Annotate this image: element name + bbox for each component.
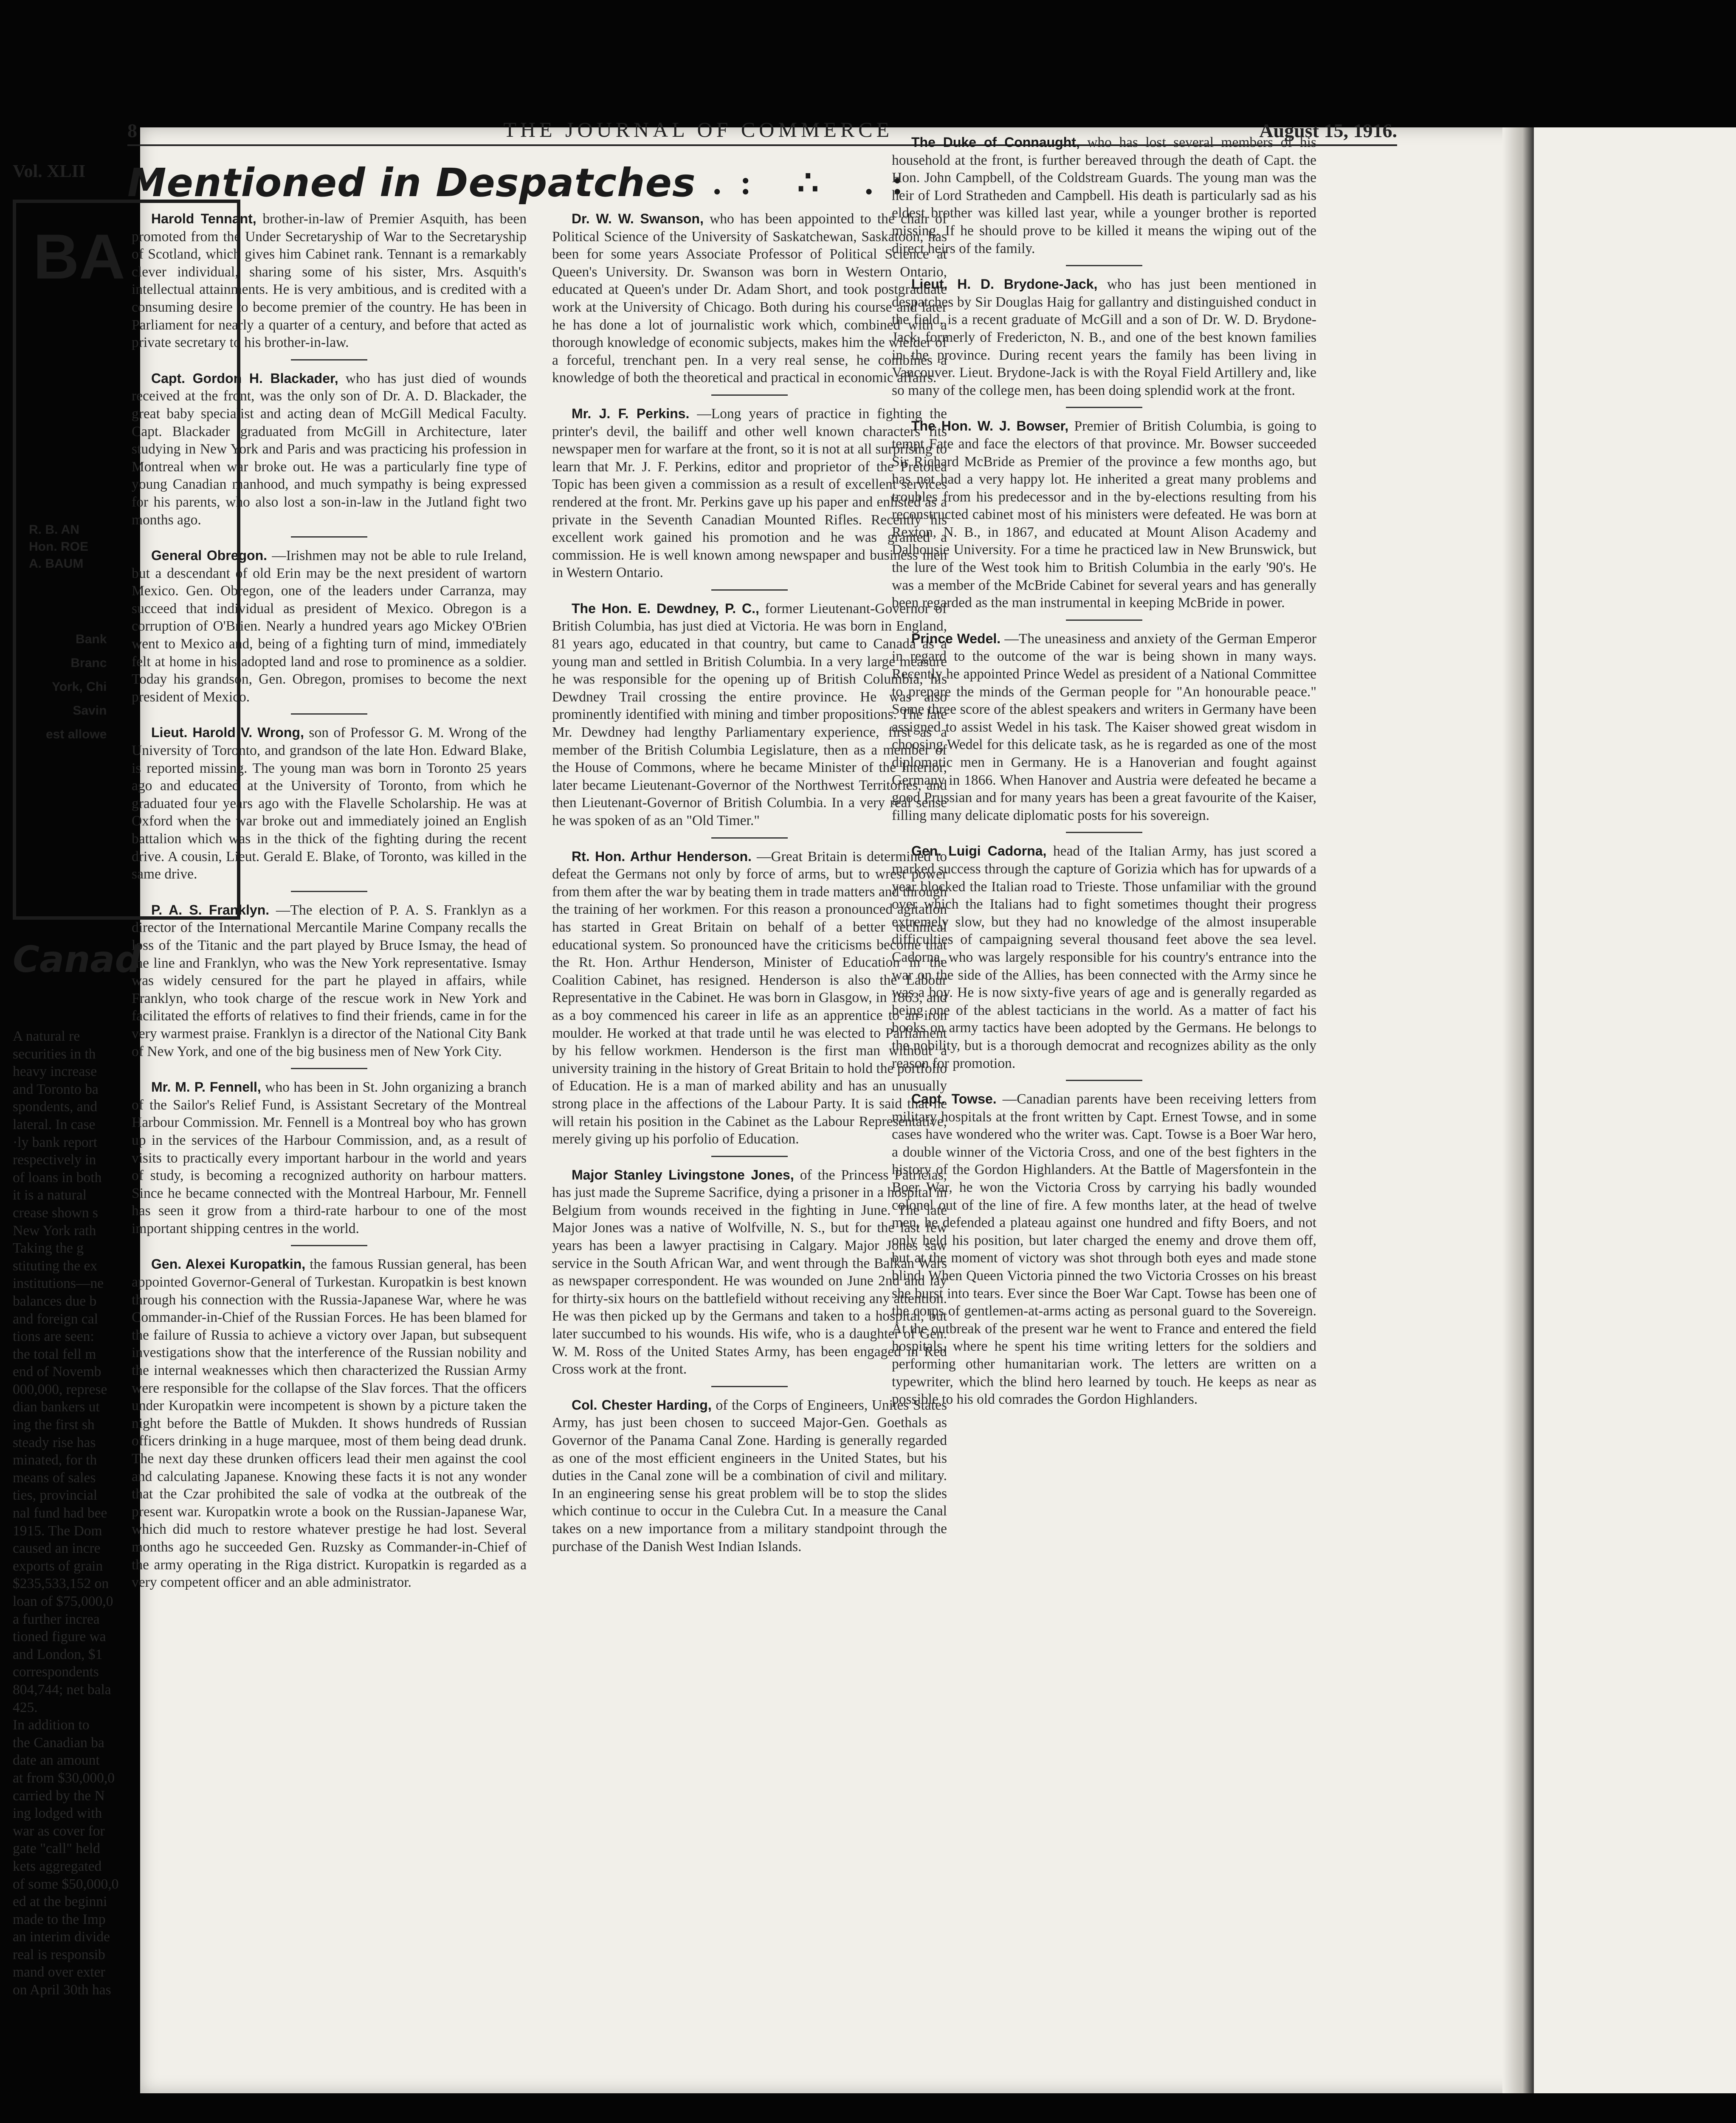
article — [892, 417, 1316, 612]
facing-ad-line: Savin — [73, 704, 107, 718]
facing-text-line: end of Novemb — [13, 1364, 101, 1380]
facing-text-line: an interim divide — [13, 1929, 110, 1945]
facing-text-line: A natural re — [13, 1028, 80, 1044]
article-divider — [291, 1068, 367, 1069]
column-2 — [552, 210, 947, 1555]
article-divider — [1066, 265, 1142, 266]
section-masthead — [127, 153, 972, 212]
facing-ad-name: Hon. ROE — [29, 540, 88, 554]
facing-text-line: steady rise has — [13, 1434, 96, 1450]
facing-text-line: ties, provincial — [13, 1487, 98, 1504]
article-body: of the Corps of Engineers, Unites States Army, has just been chosen to succeed Major-Gen. Goethals as Governor of the Panama Canal Zone. Harding is generally regarded as one of the most efficient engineers in the United States, but his duties in the Canal zone will be a combination of civil and military. In an engineering sense his great problem will be to stop the slides which continue to occur in the Culebra Cut. In a measure the Canal takes on a new importance from a military standpoint through the purchase of the Danish West Indian Islands. — [552, 1397, 947, 1554]
article — [552, 848, 947, 1148]
facing-text-line: ed at the beginni — [13, 1894, 107, 1910]
article-divider — [1066, 1080, 1142, 1081]
article-subject-name: The Duke of Connaught, — [911, 135, 1080, 150]
facing-text-line: tioned figure wa — [13, 1629, 106, 1645]
article — [892, 842, 1316, 1072]
facing-text-line: kets aggregated — [13, 1858, 102, 1874]
article — [552, 1166, 947, 1378]
article — [892, 276, 1316, 399]
article-divider — [711, 394, 788, 396]
article-divider — [1066, 619, 1142, 621]
article-subject-name: General Obregon. — [151, 548, 268, 563]
article-body: brother-in-law of Premier Asquith, has been promoted from the Under Secretaryship of War to the Secretaryship of Scotland, which gives him Cabinet rank. Tennant is a remarkably clever individual, sharing some of his sister, Mrs. Asquith's intellectual attainments. He is very ambitious, and is credited with a consuming desire to become premier of the country. He has been in Parliament for nearly a quarter of a century, and before that acted as private secretary to his brother-in-law. — [132, 211, 527, 351]
article-divider — [291, 713, 367, 715]
article-subject-name: Mr. M. P. Fennell, — [151, 1079, 261, 1095]
facing-text-line: minated, for th — [13, 1452, 97, 1468]
facing-text-line: on April 30th has — [13, 1982, 111, 1998]
facing-text-line: In addition to — [13, 1717, 90, 1733]
article-body: Premier of British Columbia, is going to tempt Fate and face the electors of that province. Mr. Bowser succeeded Sir Richard McBride as Premier of the province a few months ago, but has not had a very happy lot. He inherited a great many problems and troubles from his predecessor and in the by-elections resulting from his reconstructed cabinet most of his ministers were defeated. He was born at Rexton, N. B., in 1867, and educated at Mount Alison Academy and Dalhousie University. For a time he practiced law in New Brunswick, but the lure of the West took him to British Columbia in the early '90's. He was a member of the McBride Cabinet for several years and has generally been regarded as the man instrumental in keeping McBride in power. — [892, 418, 1317, 611]
page-number: 8 — [127, 120, 137, 141]
article-subject-name: Capt. Gordon H. Blackader, — [151, 370, 338, 386]
facing-ad-name: R. B. AN — [29, 523, 79, 537]
article-divider — [711, 837, 788, 839]
article-body: head of the Italian Army, has just scored a marked success through the capture of Gorizia which has for upwards of a year blocked the Italian road to Trieste. Those unfamiliar with the ground over which the Italians had to fight sometimes thought their progress extremely slow, but they had no knowledge of the almost insuperable difficulties of campaigning several thousand feet above the sea level. Cadorna, who was largely responsible for his country's entrance into the war on the side of the Allies, has been connected with the Army since he was a boy. He is now sixty-five years of age and is generally regarded as being one of the ablest tacticians in the world. As a matter of fact his books on army tactics have been adopted by the Germans. He belongs to the nobility, but is a thorough democrat and recognizes ability as the only reason for promotion. — [892, 843, 1317, 1071]
article-divider — [291, 536, 367, 538]
facing-ad-names — [29, 521, 88, 572]
article-subject-name: Lieut. H. D. Brydone-Jack, — [911, 276, 1098, 292]
article-body: who has just been mentioned in despatches by Sir Douglas Haig for gallantry and distinguished conduct in the field, is a recent graduate of McGill and a son of Dr. W. D. Brydone-Jack, formerly of Fredericton, N. B., and one of the best known families in the province. During recent years the family has been living in Vancouver. Lieut. Brydone-Jack is with the Royal Field Artillery and, like so many of the college men, has been doing splendid work at the front. — [892, 276, 1317, 398]
article-divider — [291, 1245, 367, 1246]
facing-text-line: $235,533,152 on — [13, 1576, 109, 1592]
article — [892, 134, 1316, 257]
journal-title: THE JOURNAL OF COMMERCE — [503, 118, 893, 141]
facing-text-line: at from $30,000,0 — [13, 1770, 115, 1786]
facing-text-line: 000,000, represe — [13, 1381, 107, 1397]
facing-section-title: Canad — [13, 938, 141, 981]
article-body: son of Professor G. M. Wrong of the University of Toronto, and grandson of the late Hon. Edward Blake, is reported missing. The young man was born in Toronto 25 years ago and educated at the University of Toronto, from which he graduated four years ago with the Flavelle Scholarship. He was at Oxford when the war broke out and immediately joined an English battalion which was in the thick of the fighting during the recent drive. A cousin, Lieut. Gerald E. Blake, of Toronto, was killed in the same drive. — [132, 725, 527, 882]
facing-text-line: date an amount — [13, 1752, 100, 1768]
article-divider — [1066, 832, 1142, 833]
facing-text-line: a further increa — [13, 1611, 100, 1627]
article-body: —The election of P. A. S. Franklyn as a director of the International Mercantile Marine Company recalls the loss of the Titanic and the part played by Bruce Ismay, the head of the line and Franklyn, who was the New York representative. Ismay was widely censured for the part he played in affairs, while Franklyn, who took charge of the rescue work in New York and facilitated the efforts of relatives to find their friends, came in for the very warmest praise. Franklyn is a director of the National City Bank of New York, and one of the big business men of New York City. — [132, 902, 527, 1059]
facing-text-line: correspondents — [13, 1664, 99, 1680]
facing-text-line: the total fell m — [13, 1346, 96, 1362]
article-subject-name: Capt. Towse. — [911, 1091, 997, 1107]
facing-text-line: 1915. The Dom — [13, 1523, 102, 1539]
facing-text-line: spondents, and — [13, 1099, 98, 1115]
article-subject-name: The Hon. W. J. Bowser, — [911, 418, 1069, 434]
article-subject-name: Major Stanley Livingstone Jones, — [572, 1167, 794, 1183]
facing-text-line: exports of grain — [13, 1558, 103, 1574]
article — [552, 210, 947, 387]
facing-text-line: lateral. In case — [13, 1116, 96, 1132]
facing-text-line: 804,744; net bala — [13, 1681, 111, 1698]
facing-text-line: and foreign cal — [13, 1311, 98, 1327]
article-divider — [291, 891, 367, 892]
facing-text-line: securities in th — [13, 1046, 96, 1062]
facing-ad-name: A. BAUM — [29, 557, 84, 571]
facing-text-line: respectively in — [13, 1152, 96, 1168]
facing-text-line: carried by the N — [13, 1788, 105, 1804]
issue-date: August 15, 1916. — [1259, 120, 1397, 141]
article-body: who has been in St. John organizing a branch of the Sailor's Relief Fund, is Assistant Secretary of the Montreal Harbour Commission. Mr. Fennell is a Montreal boy who has grown up in the services of the Harbour Commission, and, as a result of visits to practically every important harbour in the world and years of study, is becoming a recognized authority on harbour matters. Since he became connected with the Montreal Harbour, Mr. Fennell has seen it grow from a third-rate harbour to one of the most important shipping centres in the world. — [132, 1079, 527, 1236]
facing-text-line: nal fund had bee — [13, 1505, 107, 1521]
article — [552, 405, 947, 582]
article-subject-name: Lieut. Harold V. Wrong, — [151, 725, 304, 741]
facing-text-line: ·ly bank report — [13, 1134, 98, 1150]
facing-text-line: the Canadian ba — [13, 1734, 104, 1751]
facing-text-line: heavy increase — [13, 1064, 97, 1080]
article-divider — [291, 359, 367, 360]
article-body: —Canadian parents have been receiving letters from military hospitals at the front written by Capt. Ernest Towse, and in some cases have wondered who the writer was. Capt. Towse is a Boer War hero, a double winner of the Victoria Cross, and one of the best fighters in the history of the Gordon Highlanders. At the Battle of Magersfontein in the Boer War, he won the Victoria Cross by carrying his badly wounded colonel out of the line of fire. A few months later, at the head of twelve men, he defended a plateau against one hundred and fifty Boers, and not only held his position, but later charged the enemy and drove them off, but at the moment of victory was shot through both eyes and made stone blind. When Queen Victoria pinned the two Victoria Crosses on his breast she burst into tears. Ever since the Boer War Capt. Towse has been one of the corps of gentlemen-at-arms acting as personal guard to the Sovereign. At the outbreak of the present war he went to France and entered the field hospitals, where he spent his time writing letters for the soldiers and performing other humanitarian work. The letters are written on a typewriter, which the blind hero learned by touch. He keeps as near as possible to his old comrades the Gordon Highlanders. — [892, 1091, 1317, 1408]
facing-text-line: it is a natural — [13, 1187, 87, 1203]
section-title: Mentioned in Despatches — [127, 160, 696, 206]
article-body: who has just died of wounds received at the front, was the only son of Dr. A. D. Blackader, the great baby specialist and acting dean of McGill Medical Faculty. Capt. Blackader graduated from McGill in Architecture, later studying in New York and Paris and was practicing his profession in Montreal when war broke out. He was a particularly fine type of young Canadian manhood, and much sympathy is being expressed for his parents, who also lost a son-in-law in the Jutland fight two months ago. — [132, 370, 527, 528]
column-3 — [892, 134, 1316, 1408]
article-body: the famous Russian general, has been appointed Governor-General of Turkestan. Kuropatkin is best known through his connection with the Russia-Japanese War, where he was Commander-in-Chief of the Russian Forces. He has been blamed for the failure of Russia to achieve a victory over Japan, but subsequent investigations show that the interference of the Russian nobility and the internal weaknesses which then characterized the Russian Army were responsible for the collapse of the Slav forces. That the officers under Kuropatkin were incompetent is shown by a picture taken the night before the Battle of Mukden. It shows hundreds of Russian officers drinking in a huge marquee, most of them being dead drunk. The next day these drunken officers lead their men against the cool and calculating Japanese. Knowing these facts it is not any wonder that the Czar prohibited the sale of vodka at the outbreak of the present war. Kuropatkin wrote a book on the Russian-Japanese War, which did much to restore whatever prestige he had lost. Several months ago he succeeded Gen. Ruzsky as Commander-in-Chief of the army operating in the Riga district. Kuropatkin is regarded as a very competent officer and an able administrator. — [132, 1256, 527, 1591]
article-body: former Lieutenant-Governor of British Columbia, has just died at Victoria. He was born in England, 81 years ago, educated in that country, but came to Canada as a young man and settled in British Columbia. In a very large measure he was responsible for the opening up of British Columbia, his Dewdney Trail crossing the entire province. He was also prominently identified with mining and timber propositions. The late Mr. Dewdney had lengthy Parliamentary experience, first as a member of the British Columbia Legislature, then as a member of the House of Commons, where he became Minister of the Interior, later became Lieutenant-Governor of the Northwest Territories, and then Lieutenant-Governor of British Columbia. In a very real sense he was spoken of as an "Old Timer." — [552, 600, 947, 828]
article-divider — [711, 1386, 788, 1387]
facing-text-line: means of sales — [13, 1470, 96, 1486]
facing-text-line: of some $50,000,0 — [13, 1876, 119, 1892]
facing-ad-details — [46, 628, 107, 746]
facing-ad-line: Branc — [70, 656, 107, 670]
article-subject-name: Mr. J. F. Perkins. — [572, 405, 690, 421]
facing-text-line: mand over exter — [13, 1964, 105, 1980]
facing-text-line: ing lodged with — [13, 1805, 102, 1822]
facing-text-line: gate "call" held — [13, 1841, 100, 1857]
facing-text-line: and Toronto ba — [13, 1081, 99, 1097]
article — [552, 600, 947, 830]
facing-text-line: real is responsib — [13, 1946, 105, 1963]
article-subject-name: The Hon. E. Dewdney, P. C., — [572, 600, 759, 616]
facing-text-line: 425. — [13, 1699, 38, 1715]
article-body: who has lost several members of his household at the front, is further bereaved through the death of Capt. the Hon. John Campbell, of the Coldstream Guards. The young man was the heir of Lord Stratheden and Campbell. His death is particularly sad as his eldest brother was killed last year, while a younger brother is reported missing. If he should prove to be killed it means the wiping out of the direct heirs of the family. — [892, 135, 1317, 256]
facing-ad-line: est allowe — [46, 727, 107, 741]
article-subject-name: Prince Wedel. — [911, 631, 1001, 646]
facing-text-line: dian bankers ut — [13, 1399, 100, 1415]
facing-text-line: crease shown s — [13, 1205, 98, 1221]
facing-page — [1534, 127, 1736, 2093]
facing-text-line: and London, $1 — [13, 1646, 103, 1662]
facing-ad-box — [13, 200, 240, 920]
facing-text-line: balances due b — [13, 1293, 97, 1309]
article-divider — [711, 1156, 788, 1157]
article-subject-name: Harold Tennant, — [151, 211, 256, 226]
facing-text-line: war as cover for — [13, 1823, 105, 1839]
facing-text-line: ing the first sh — [13, 1417, 95, 1433]
facing-text-line: of loans in both — [13, 1169, 102, 1185]
article-subject-name: Gen. Alexei Kuropatkin, — [151, 1256, 306, 1272]
facing-text-line: stituting the ex — [13, 1258, 98, 1274]
facing-article-text — [13, 1028, 200, 1999]
article-body: —Great Britain is determined to defeat the Germans not only by force of arms, but to wrest power from them after the war by beating them in trade matters and through the training of her workmen. For this reason a pronounced agitation has started in Great Britain on behalf of a better technical educational system. So pronounced have the criticisms become that the Rt. Hon. Arthur Henderson, Minister of Education in the Coalition Cabinet, has resigned. Henderson is also the Labour Representative in the Cabinet. He was born in Glasgow, in 1863, and as a boy commenced his career in life as an apprentice to an iron moulder. He worked at that trade until he was elected to Parliament by his fellow workmen. Henderson is the first man without a university training in the history of Great Britain to hold the portfolio of Education. He is a man of marked ability and has an unusually strong place in the affections of the Labour Party. It is said that he will retain his position in the Cabinet as the Labour Representative, merely giving up his porfolio of Education. — [552, 848, 947, 1147]
article-subject-name: Gen. Luigi Cadorna, — [911, 843, 1047, 859]
article-subject-name: P. A. S. Franklyn. — [151, 902, 270, 918]
facing-ad-line: York, Chi — [51, 680, 107, 694]
article-divider — [1066, 407, 1142, 408]
article-body: of the Princess Patricias, has just made the Supreme Sacrifice, dying a prisoner in a hospital in Belgium from wounds received in the fighting in June. The late Major Jones was a native of Wolfville, N. S., but for the last few years has been a lawyer practising in Calgary. Major Jones saw service in the South African War, and went through the Balkan Wars as newspaper correspondent. He was wounded on June 2nd and lay for thirty-six hours on the battlefield without receiving any attention. He was then picked up by the Germans and taken to a hospital, but later succumbed to his wounds. His wife, who is a daughter of Gen. W. M. Ross of the United States Army, has been engaged in Red Cross work at the front. — [552, 1167, 947, 1377]
facing-text-line: New York rath — [13, 1222, 96, 1239]
article — [892, 1090, 1316, 1408]
facing-text-line: tions are seen: — [13, 1329, 94, 1345]
facing-ad-heading: BA — [33, 221, 125, 292]
facing-text-line: caused an incre — [13, 1540, 101, 1557]
article-subject-name: Dr. W. W. Swanson, — [572, 211, 704, 226]
facing-text-line: Taking the g — [13, 1240, 84, 1256]
facing-text-line: institutions—ne — [13, 1275, 104, 1292]
article-body: —Irishmen may not be able to rule Ireland, but a descendant of old Erin may be the next president of wartorn Mexico. Gen. Obregon, one of the leaders under Carranza, may succeed that individual as president of Mexico. Obregon is a corruption of O'Brien. Nearly a hundred years ago Mickey O'Brien went to Mexico and, being of a fighting turn of mind, immediately felt at home in his adopted land and rose to prominence as a soldier. Today his grandson, Gen. Obregon, promises to become the next president of Mexico. — [132, 548, 527, 705]
article — [552, 1397, 947, 1555]
article-body: —Long years of practice in fighting the printer's devil, the bailiff and other well known characters fits newspaper men for warfare at the front, so it is not at all surprising to learn that Mr. J. F. Perkins, editor and proprietor of the Pretolea Topic has been given a commission as a result of excellent services rendered at the front. Mr. Perkins gave up his paper and enlisted as a private in the Seventh Canadian Mounted Rifles. Recently his excellent work gained his promotion and he was granted a commission. He is well known among newspaper and business men in Western Ontario. — [552, 405, 947, 581]
article — [892, 630, 1316, 825]
article-divider — [711, 589, 788, 591]
article-subject-name: Rt. Hon. Arthur Henderson. — [572, 848, 752, 864]
facing-volume-label: Vol. XLII — [13, 162, 86, 181]
article-subject-name: Col. Chester Harding, — [572, 1397, 712, 1413]
article-body: —The uneasiness and anxiety of the German Emperor in regard to the outcome of the war is being shown in many ways. Recently he appointed Prince Wedel as president of a National Committee to prepare the minds of the German people for "An honourable peace." Some three score of the ablest speakers and writers in Germany have been assigned to assist Wedel in his task. The Kaiser showed great wisdom in choosing Wedel for this delicate task, as he is regarded as one of the most diplomatic men in Germany. He is a Hanoverian and fought against Germany in 1866. When Hanover and Austria were defeated he became a good Prussian and for many years has been a great favourite of the Kaiser, filling many delicate diplomatic posts for his sovereign. — [892, 631, 1316, 823]
facing-text-line: made to the Imp — [13, 1911, 106, 1927]
facing-ad-line: Bank — [76, 632, 107, 646]
article-body: who has been appointed to the chair of Political Science of the University of Saskatchewan, Saskatoon, has been for some years Associate Professor of Political Science at Queen's University. Dr. Swanson was born in Western Ontario, educated at Queen's under Dr. Adam Short, and took postgraduate work at the University of Chicago. Both during his course and later he has done a lot of journalistic work which, combined with a thorough knowledge of economic subjects, makes him the wielder of a forceful, trenchant pen. In a very real sense, he combines a knowledge of both the theoretical and practical in economic affairs. — [552, 211, 947, 386]
facing-text-line: loan of $75,000,0 — [13, 1594, 113, 1609]
section-ornament: .: ∴ .: — [713, 164, 922, 202]
